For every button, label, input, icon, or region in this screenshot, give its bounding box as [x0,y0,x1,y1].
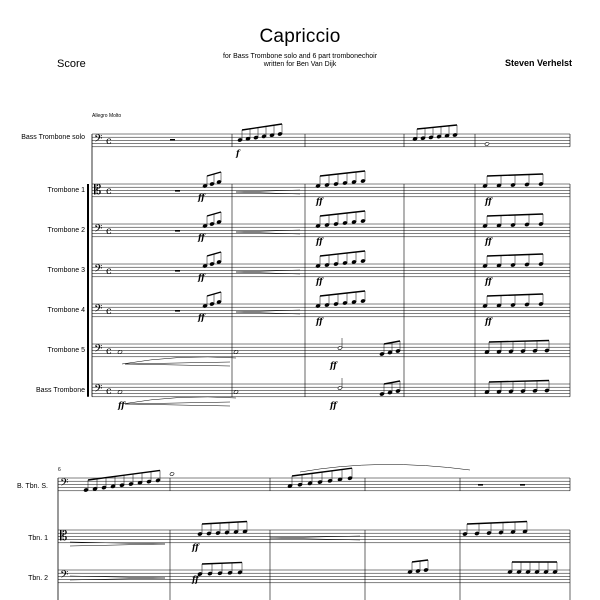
clefs [60,133,112,584]
note-head [508,570,513,574]
dynamic-marking: ff [198,232,205,242]
note-head [328,479,333,483]
note-head [509,349,514,353]
notes [84,124,558,576]
note-head [210,182,215,186]
note-head [511,183,516,187]
note-head [526,570,531,574]
note-head [525,302,530,306]
note-head [210,302,215,306]
dynamic-marking: ff [485,236,492,246]
note-head [325,303,330,307]
clef-icon: 𝄡 [60,529,68,544]
note-head [316,184,321,188]
note-head [334,262,339,266]
time-signature: c [106,186,112,197]
clef-icon: 𝄢 [94,133,103,148]
staff-label-trombone-1: Trombone 1 [47,187,85,194]
note-head [533,349,538,353]
note-head [316,264,321,268]
note-head [545,388,550,392]
note-head [203,184,208,188]
hairpins [70,190,360,580]
score-dedication: written for Ben Van Dijk [263,61,337,68]
note-head [343,261,348,265]
beam [242,124,282,130]
note-head [396,389,401,393]
score-title: Capriccio [259,26,341,47]
dynamic-marking: ff [330,360,337,370]
staff-label-trombone-5: Trombone 5 [47,347,85,354]
note-head [170,472,175,476]
time-signature: c [106,346,112,357]
rest [520,484,525,486]
dynamic-marking: ff [330,400,337,410]
dynamic-marking: ff [192,574,199,584]
clef-icon: 𝄢 [94,223,103,238]
staff-lines [58,134,570,583]
beam [320,251,365,256]
note-head [361,299,366,303]
note-head [228,571,233,575]
note-head [539,262,544,266]
hairpin [125,402,230,406]
note-head [525,182,530,186]
clef-icon: 𝄢 [94,263,103,278]
note-head [487,531,492,535]
beam [412,560,428,562]
beam [489,381,549,383]
note-head [483,304,488,308]
dynamic-marking: f [236,148,240,158]
beam [489,341,549,343]
note-head [511,223,516,227]
composer-name: Steven Verhelst [504,58,572,68]
note-head [234,530,239,534]
time-signature: c [106,266,112,277]
note-head [278,132,283,136]
beam [320,291,365,296]
note-head [325,223,330,227]
time-signature: c [106,136,112,147]
note-head [338,346,343,350]
note-head [483,224,488,228]
tempo-marking: Allegro Molto [92,113,122,119]
note-head [539,182,544,186]
note-head [325,263,330,267]
note-head [203,224,208,228]
dynamic-marking: ff [198,192,205,202]
staff-label-bass-trombone-solo: Bass Trombone solo [21,134,85,141]
time-signature: c [106,386,112,397]
dynamic-marking: ff [485,196,492,206]
note-head [424,568,429,572]
note-head [361,259,366,263]
note-head [499,530,504,534]
note-head [208,571,213,575]
note-head [521,349,526,353]
staff-label-tbn-1: Tbn. 1 [28,535,48,542]
note-head [298,483,303,487]
note-head [388,390,393,394]
note-head [156,478,161,482]
dynamic-marking: ff [316,236,323,246]
dynamic-marking: ff [198,312,205,322]
dynamic-marking: ff [316,196,323,206]
note-head [343,181,348,185]
hairpin [125,362,230,366]
note-head [217,180,222,184]
clef-icon: 𝄢 [94,303,103,318]
note-head [318,480,323,484]
beam [417,125,457,129]
note-head [217,260,222,264]
note-head [210,222,215,226]
note-head [361,219,366,223]
note-head [453,133,458,137]
note-head [93,487,98,491]
note-head [525,222,530,226]
note-head [539,302,544,306]
note-head [535,570,540,574]
staff-label-trombone-2: Trombone 2 [47,227,85,234]
note-head [416,569,421,573]
score-label: Score [57,58,86,70]
beam [202,522,247,525]
note-head [334,222,339,226]
note-head [325,183,330,187]
clef-icon: 𝄡 [94,183,102,198]
clef-icon: 𝄢 [60,569,69,584]
beam [487,214,543,216]
note-head [352,180,357,184]
beam [202,562,242,564]
note-head [262,134,267,138]
note-head [380,392,385,396]
beam [487,174,543,176]
note-head [203,304,208,308]
slur [300,464,470,472]
note-head [338,386,343,390]
note-head [203,264,208,268]
note-head [111,484,116,488]
time-signature: c [106,306,112,317]
rest [175,230,180,232]
note-head [544,570,549,574]
note-head [437,134,442,138]
score-subtitle: for Bass Trombone solo and 6 part trombonechoir [222,53,378,60]
beam [467,522,527,525]
note-head [207,531,212,535]
note-head [396,349,401,353]
note-head [388,350,393,354]
note-head [361,179,366,183]
note-head [380,352,385,356]
time-signature: c [106,226,112,237]
note-head [483,184,488,188]
note-head [217,300,222,304]
rest [175,310,180,312]
note-head [421,136,426,140]
note-head [511,303,516,307]
note-head [511,263,516,267]
note-head [225,530,230,534]
note-head [334,182,339,186]
dynamic-marking: ff [316,316,323,326]
note-head [198,532,203,536]
note-head [485,142,490,146]
note-head [539,222,544,226]
dynamic-marking: ff [192,542,199,552]
note-head [517,570,522,574]
measure-number: 6 [58,467,61,473]
note-head [334,302,339,306]
note-head [545,348,550,352]
note-head [218,571,223,575]
note-head [316,304,321,308]
rest [175,270,180,272]
staff-label-trombone-4: Trombone 4 [47,307,85,314]
note-head [210,262,215,266]
note-head [483,264,488,268]
note-head [316,224,321,228]
note-head [511,530,516,534]
note-head [270,133,275,137]
note-head [238,138,243,142]
note-head [120,483,125,487]
note-head [102,485,107,489]
beam [487,294,543,296]
rest [175,190,180,192]
note-head [352,220,357,224]
note-head [217,220,222,224]
note-head [84,488,89,492]
note-head [553,570,558,574]
dynamic-marking: ff [316,276,323,286]
beam [487,254,543,256]
rest [170,139,175,141]
note-head [429,135,434,139]
note-head [352,300,357,304]
note-head [408,570,413,574]
dynamic-marking: ff [485,316,492,326]
note-head [238,570,243,574]
note-head [129,482,134,486]
dynamic-marking: ff [198,272,205,282]
note-head [216,531,221,535]
note-head [348,476,353,480]
note-head [352,260,357,264]
clef-icon: 𝄢 [94,383,103,398]
rest [478,484,483,486]
beam [320,171,365,176]
staff-label-bass-trombone: Bass Trombone [35,387,85,394]
note-head [475,531,480,535]
note-head [533,389,538,393]
note-head [521,389,526,393]
note-head [254,135,259,139]
staff-label-trombone-3: Trombone 3 [47,267,85,274]
note-head [343,221,348,225]
note-head [525,262,530,266]
clef-icon: 𝄢 [60,477,69,492]
staff-label-b-tbn-s: B. Tbn. S. [17,483,48,490]
note-head [509,389,514,393]
beam [320,211,365,216]
dynamic-marking: ff [485,276,492,286]
note-head [308,481,313,485]
note-head [463,532,468,536]
staff-label-tbn-2: Tbn. 2 [28,575,48,582]
note-head [147,479,152,483]
dynamic-marking: ff [118,400,125,410]
clef-icon: 𝄢 [94,343,103,358]
note-head [343,301,348,305]
